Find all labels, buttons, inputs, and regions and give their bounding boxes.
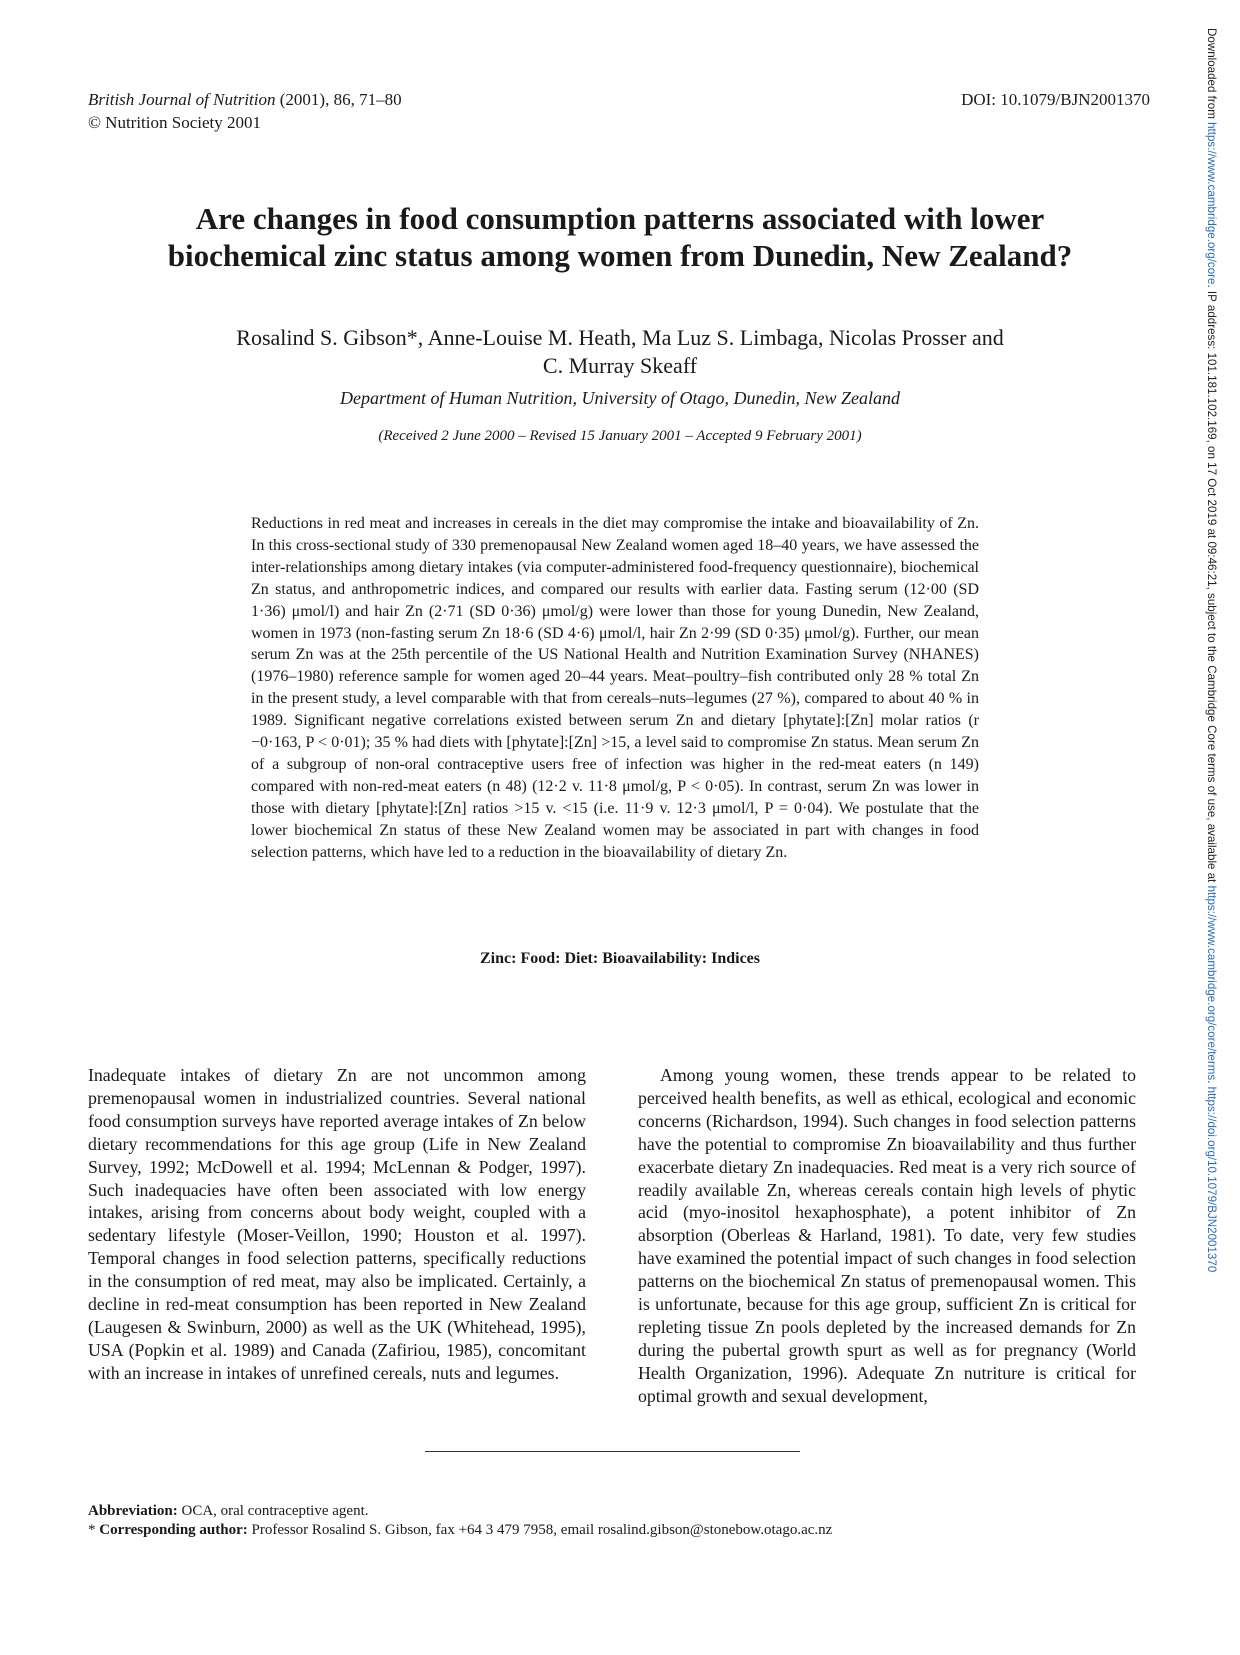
journal-name: British Journal of Nutrition	[88, 90, 276, 109]
doi-link[interactable]: https://doi.org/10.1079/BJN2001370	[1205, 1086, 1218, 1273]
title-line-2: biochemical zinc status among women from Dunedin, New Zealand?	[167, 238, 1073, 273]
abstract: Reductions in red meat and increases in cereals in the diet may compromise the intake and bioavailability of Zn. In this cross-sectional study of 330 premenopausal New Zealand women aged 18–40 years, we have assessed the inter-relationships among dietary intakes (via computer-administered food-frequency questionnaire), biochemical Zn status, and anthropometric indices, and compared our results with earlier data. Fasting serum (12·00 (SD 1·36) μmol/l) and hair Zn (2·71 (SD 0·36) μmol/g) were lower than those for young Dunedin, New Zealand, women in 1973 (non-fasting serum Zn 18·6 (SD 4·6) μmol/l, hair Zn 2·99 (SD 0·35) μmol/g). Further, our mean serum Zn was at the 25th percentile of the US National Health and Nutrition Examination Survey (NHANES) (1976–1980) reference sample for women aged 20–44 years. Meat–poultry–fish contributed only 28 % total Zn in the present study, a level comparable with that from cereals–nuts–legumes (27 %), compared to about 40 % in 1989. Significant negative correlations existed between serum Zn and dietary [phytate]:[Zn] molar ratios (r −0·163, P < 0·01); 35 % had diets with [phytate]:[Zn] >15, a level said to compromise Zn status. Mean serum Zn of a subgroup of non-oral contraceptive users free of infection was higher in the red-meat eaters (n 149) compared with non-red-meat eaters (n 48) (12·2 v. 11·8 μmol/g, P < 0·05). In contrast, serum Zn was lower in those with dietary [phytate]:[Zn] ratios >15 v. <15 (i.e. 11·9 v. 12·3 μmol/l, P = 0·04). We postulate that the lower biochemical Zn status of these New Zealand women may be associated in part with changes in food selection patterns, which have led to a reduction in the bioavailability of dietary Zn.	[251, 515, 979, 861]
abbreviation-note	[88, 1502, 1148, 1521]
footnotes	[88, 1502, 1148, 1540]
download-notice	[1198, 28, 1218, 1458]
title-line-1: Are changes in food consumption patterns associated with lower	[195, 201, 1045, 236]
journal-citation	[88, 88, 402, 134]
download-text-1: Downloaded from	[1205, 28, 1218, 123]
footnote-divider	[425, 1451, 800, 1452]
intro-paragraph-1: Inadequate intakes of dietary Zn are not uncommon among premenopausal women in industrialized countries. Several national food consumption surveys have reported average intakes of Zn below dietary recommendations for this age group (Life in New Zealand Survey, 1992; McDowell et al. 1994; McLennan & Podger, 1997). Such inadequacies have often been associated with low energy intakes, arising from concerns about body weight, coupled with a sedentary lifestyle (Moser-Veillon, 1990; Houston et al. 1997). Temporal changes in food selection patterns, specifically reductions in the consumption of red meat, may also be implicated. Certainly, a decline in red-meat consumption has been reported in New Zealand (Laugesen & Swinburn, 2000) as well as the UK (Whitehead, 1995), USA (Popkin et al. 1989) and Canada (Zafiriou, 1985), concomitant with an increase in intakes of unrefined cereals, nuts and legumes.	[88, 1065, 586, 1383]
terms-link[interactable]: https://www.cambridge.org/core/terms	[1205, 885, 1218, 1081]
affiliation: Department of Human Nutrition, University of Otago, Dunedin, New Zealand	[340, 388, 900, 408]
abbreviation-text: OCA, oral contraceptive agent.	[177, 1503, 369, 1519]
article-title	[60, 200, 1180, 274]
copyright-line: © Nutrition Society 2001	[88, 113, 261, 132]
keywords: Zinc: Food: Diet: Bioavailability: Indices	[480, 950, 760, 967]
download-text-3: .	[1205, 1080, 1218, 1087]
author-list	[100, 324, 1140, 380]
corresponding-author-label: Corresponding author:	[99, 1522, 248, 1538]
cambridge-core-link[interactable]: https://www.cambridge.org/core	[1205, 122, 1218, 285]
download-text-2: . IP address: 101.181.102.169, on 17 Oct 2019 at 09:46:21, subject to the Cambridge Core terms of use, available at	[1205, 284, 1218, 886]
corresponding-author-text: Professor Rosalind S. Gibson, fax +64 3 479 7958, email rosalind.gibson@stonebow.otago.ac.nz	[247, 1522, 833, 1538]
body-column-right	[638, 1064, 1136, 1408]
corresponding-author-note	[88, 1521, 1148, 1540]
body-column-left	[88, 1064, 586, 1385]
authors-line-1: Rosalind S. Gibson*, Anne-Louise M. Heath, Ma Luz S. Limbaga, Nicolas Prosser and	[236, 325, 1004, 350]
abbreviation-label: Abbreviation:	[88, 1503, 178, 1519]
doi-label: DOI: 10.1079/BJN2001370	[961, 90, 1150, 109]
received-dates: (Received 2 June 2000 – Revised 15 January 2001 – Accepted 9 February 2001)	[378, 428, 862, 444]
intro-paragraph-2: Among young women, these trends appear to be related to perceived health benefits, as well as ethical, ecological and economic concerns (Richardson, 1994). Such changes in food selection patterns have the potential to compromise Zn bioavailability and thus further exacerbate dietary Zn inadequacies. Red meat is a very rich source of readily available Zn, whereas cereals contain high levels of phytic acid (myo-inositol hexaphosphate), a potent inhibitor of Zn absorption (Oberleas & Harland, 1981). To date, very few studies have examined the potential impact of such changes in food selection patterns on the biochemical Zn status of premenopausal women. This is unfortunate, because for this age group, sufficient Zn is critical for repleting tissue Zn pools depleted by the increased demands for Zn during the pubertal growth spurt as well as for pregnancy (World Health Organization, 1996). Adequate Zn nutriture is critical for optimal growth and sexual development,	[638, 1065, 1136, 1406]
authors-line-2: C. Murray Skeaff	[542, 353, 698, 378]
asterisk: *	[88, 1522, 100, 1538]
journal-volume-pages: (2001), 86, 71–80	[275, 90, 402, 109]
